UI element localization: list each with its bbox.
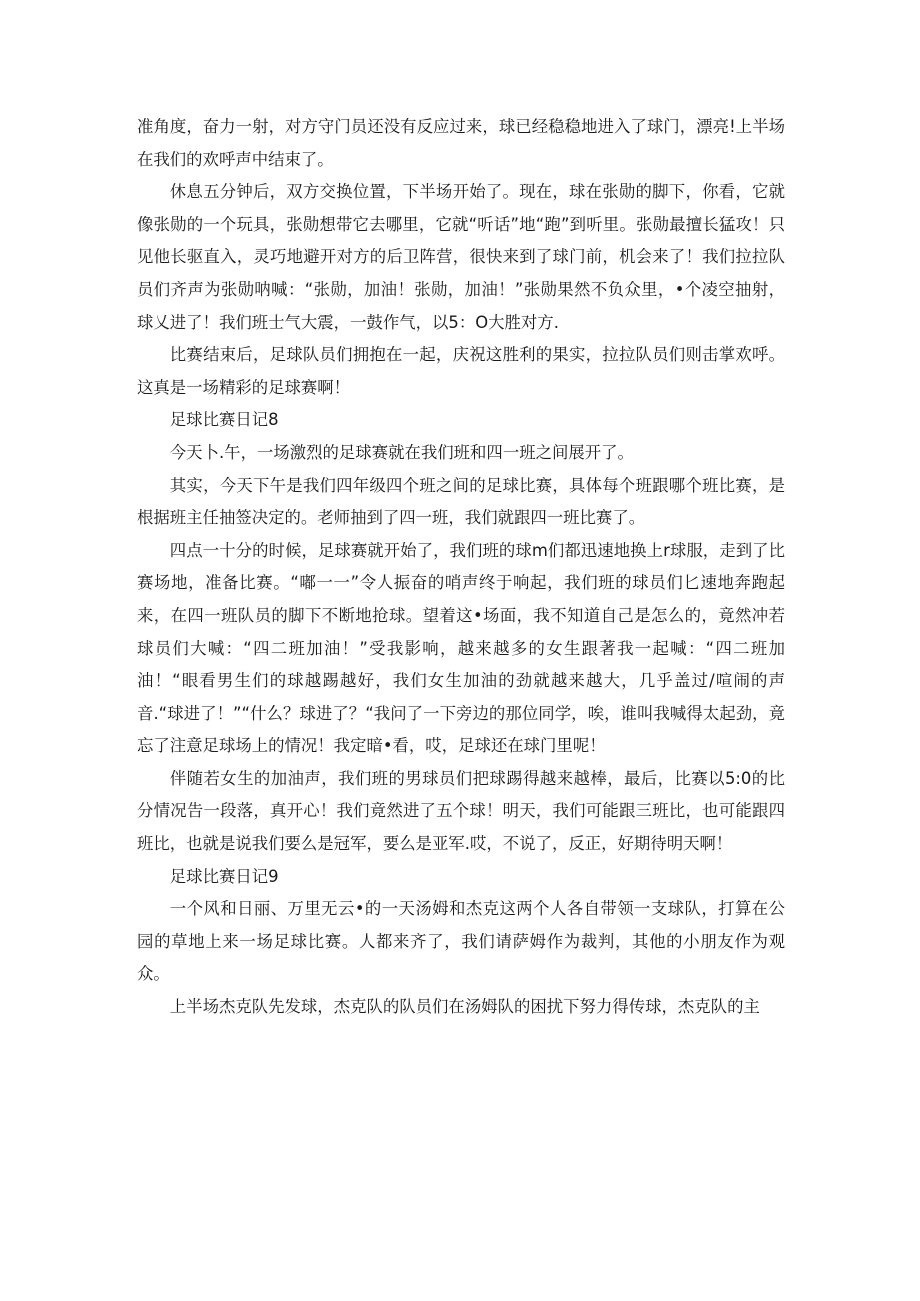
paragraph: 其实，今天下午是我们四年级四个班之间的足球比赛，具体每个班跟哪个班比赛，是根据班主任抽签决定的。老师抽到了四一班，我们就跟四一班比赛了。 — [137, 475, 785, 528]
paragraph: 一个风和日丽、万里无云•的一天汤姆和杰克这两个人各自带领一支球队，打算在公园的草地上来一场足球比赛。人都来齐了，我们请萨姆作为裁判，其他的小朋友作为观众。 — [137, 899, 785, 984]
paragraph: 准角度，奋力一射，对方守门员还没有反应过来，球已经稳稳地进入了球门，漂亮!上半场在我们的欢呼声中结束了。 — [137, 117, 785, 169]
document-body — [137, 111, 785, 1024]
paragraph: 今天卜.午，一场激烈的足球赛就在我们班和四一班之间展开了。 — [169, 442, 634, 462]
paragraph: 伴随若女生的加油声，我们班的男球员们把球踢得越来越棒，最后，比赛以5:0的比分情况告一段落，真开心！我们竟然进了五个球！明天，我们可能跟三班比，也可能跟四班比，也就是说我们要么是冠军，要么是亚军.哎，不说了，反正，好期待明天啊！ — [137, 768, 785, 854]
paragraph: 休息五分钟后，双方交换位置，下半场开始了。现在，球在张勋的脚下，你看，它就像张勋的一个玩具，张勋想带它去哪里，它就“听话”地“跑”到听里。张勋最擅长猛攻！只见他长驱直入，灵巧地避开对方的后卫阵营，很快来到了球门前，机会来了！我们拉拉队员们齐声为张勋呐喊：“张勋，加油！张勋，加油！”张勋果然不负众里，•个凌空抽射，球乂进了！我们班士气大震，一鼓作气，以5：O大胜对方. — [137, 182, 785, 332]
paragraph: 比赛结束后，足球队员们拥抱在一起，庆祝这胜利的果实，拉拉队员们则击掌欢呼。这真是一场精彩的足球赛啊！ — [137, 345, 785, 397]
paragraph: 上半场杰克队先发球，杰克队的队员们在汤姆队的困扰下努力得传球，杰克队的主 — [169, 997, 760, 1017]
section-heading: 足球比赛日记9 — [169, 866, 279, 886]
paragraph: 四点一十分的时候，足球赛就开始了，我们班的球m们都迅速地换上r球服，走到了比赛场地，准备比赛。“嘟一一”令人振奋的哨声终于响起，我们班的球员们匕速地奔跑起来，在四一班队员的脚下不断地抢球。望着这•场面，我不知道自己是怎么的，竟然冲若球员们大喊：“四二班加油！”受我影响，越来越多的女生跟著我一起喊：“四二班加油！“眼看男生们的球越踢越好，我们女生加油的劲就越来越大，几乎盖过/喧闹的声音.“球进了！”“什么？球进了？“我问了一下旁边的那位同学，唉，谁叫我喊得太起劲，竟忘了注意足球场上的情况！我定暗•看，哎，足球还在球门里呢！ — [137, 540, 785, 756]
section-heading: 足球比赛日记8 — [169, 410, 279, 430]
